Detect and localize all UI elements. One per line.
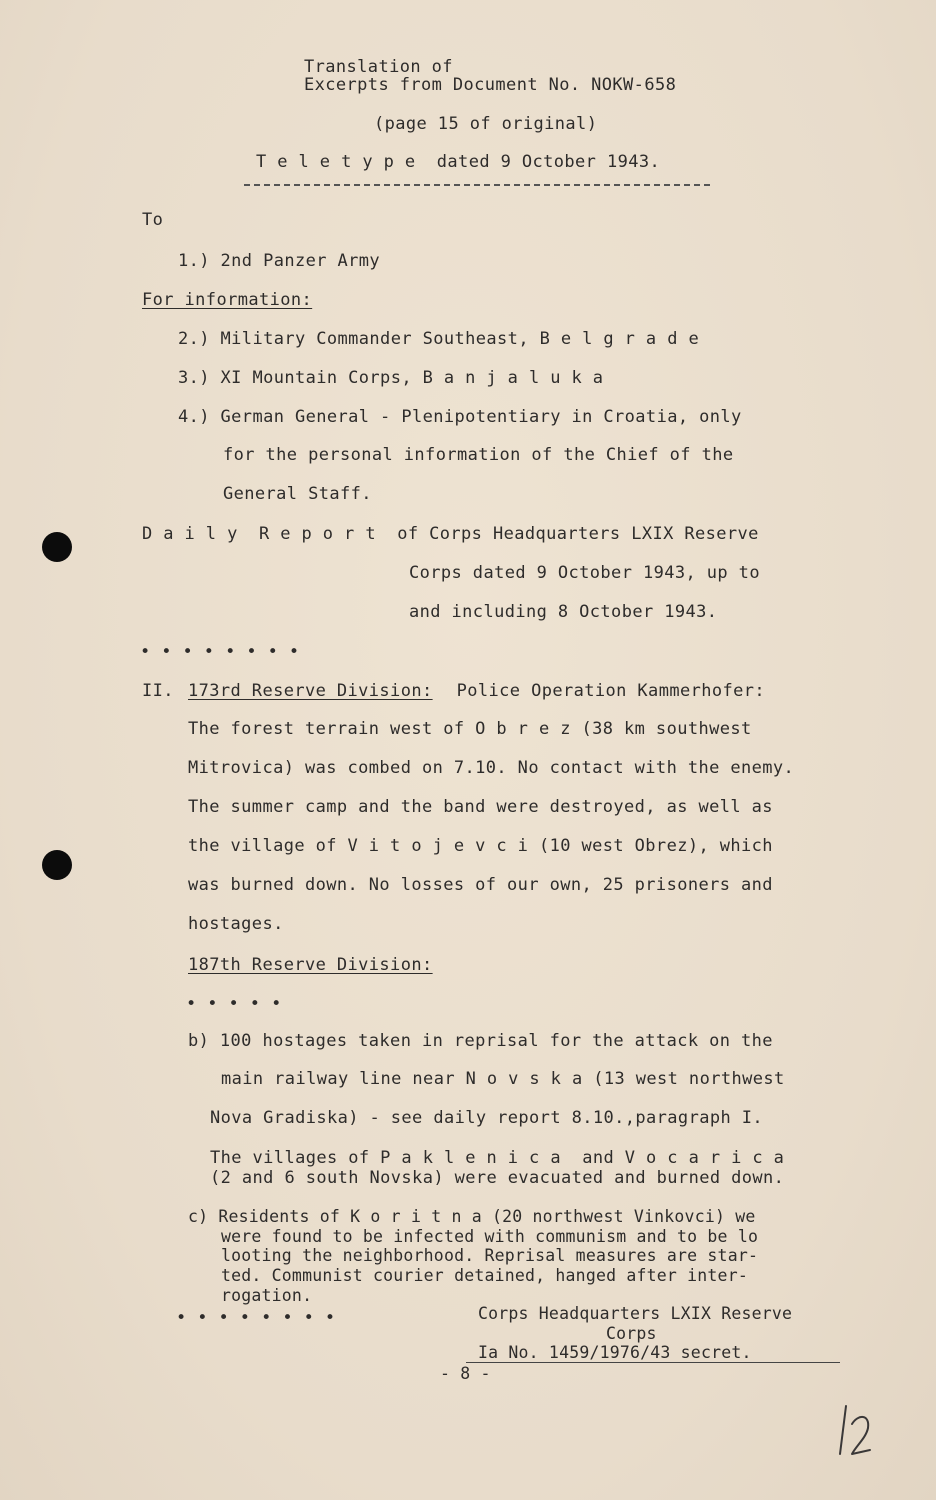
recipient-info-4-cont1: for the personal information of the Chief of the <box>223 445 734 465</box>
section-ii-line: hostages. <box>188 914 284 934</box>
daily-report-line2: Corps dated 9 October 1943, up to <box>409 563 760 583</box>
item-b-line: main railway line near N o v s k a (13 west northwest <box>221 1069 785 1089</box>
recipient-primary: 1.) 2nd Panzer Army <box>178 251 381 271</box>
signature-unit-cont: Corps <box>606 1324 657 1343</box>
section-ii-line: Mitrovica) was combed on 7.10. No contact with the enemy. <box>188 758 795 778</box>
daily-report-line3: and including 8 October 1943. <box>409 602 718 622</box>
header-divider <box>244 184 710 186</box>
signature-unit: Corps Headquarters LXIX Reserve <box>478 1304 793 1323</box>
to-label: To <box>142 210 164 230</box>
item-c-line: ted. Communist courier detained, hanged after inter- <box>221 1266 748 1285</box>
recipient-info-4-cont2: General Staff. <box>223 484 372 504</box>
item-b-line: (2 and 6 south Novska) were evacuated and burned down. <box>210 1168 785 1188</box>
section-ii-line: the village of V i t o j e v c i (10 west Obrez), which <box>188 836 773 856</box>
header-page-ref: (page 15 of original) <box>374 114 598 134</box>
item-c-line: rogation. <box>221 1286 313 1305</box>
header-teletype: T e l e t y p e dated 9 October 1943. <box>256 152 661 172</box>
recipient-info-3: 3.) XI Mountain Corps, B a n j a l u k a <box>178 368 604 388</box>
ellipsis-omission-3: • • • • • • • • <box>176 1308 336 1328</box>
daily-report-heading: D a i l y R e p o r t of Corps Headquarters LXIX Reserve <box>142 524 759 544</box>
item-c-line: were found to be infected with communism and to be lo <box>221 1227 759 1246</box>
item-b-line: The villages of P a k l e n i c a and V o c a r i c a <box>210 1148 785 1168</box>
ellipsis-omission-1: • • • • • • • • <box>140 642 300 662</box>
ellipsis-omission-2: • • • • • <box>186 994 282 1014</box>
section-ii-title-rest: Police Operation Kammerhofer: <box>446 681 766 701</box>
recipient-info-4: 4.) German General - Plenipotentiary in Croatia, only <box>178 407 742 427</box>
item-c-line: c) Residents of K o r i t n a (20 northwest Vinkovci) we <box>188 1207 756 1226</box>
page-number: - 8 - <box>440 1364 491 1383</box>
recipient-info-2: 2.) Military Commander Southeast, B e l g r a d e <box>178 329 700 349</box>
section-ii-line: The summer camp and the band were destroyed, as well as <box>188 797 773 817</box>
section-ii-line: The forest terrain west of O b r e z (38 km southwest <box>188 719 752 739</box>
header-document-ref: Excerpts from Document No. NOKW-658 <box>304 75 677 95</box>
signature-underline <box>466 1362 840 1363</box>
header-title: Translation of <box>304 57 453 77</box>
section-ii-line: was burned down. No losses of our own, 25 prisoners and <box>188 875 773 895</box>
item-b-line: b) 100 hostages taken in reprisal for the attack on the <box>188 1031 773 1051</box>
section-ii-division: 173rd Reserve Division: <box>188 681 433 701</box>
handwritten-page-mark <box>836 1400 876 1460</box>
item-c-line: looting the neighborhood. Reprisal measures are star- <box>221 1246 759 1265</box>
for-information-heading: For information: <box>142 290 313 310</box>
section-ii-number: II. <box>142 681 174 701</box>
division-187-heading: 187th Reserve Division: <box>188 955 433 975</box>
signature-reference: Ia No. 1459/1976/43 secret. <box>478 1343 752 1362</box>
item-b-line: Nova Gradiska) - see daily report 8.10.,paragraph I. <box>210 1108 764 1128</box>
punch-hole-top <box>42 532 72 562</box>
punch-hole-bottom <box>42 850 72 880</box>
